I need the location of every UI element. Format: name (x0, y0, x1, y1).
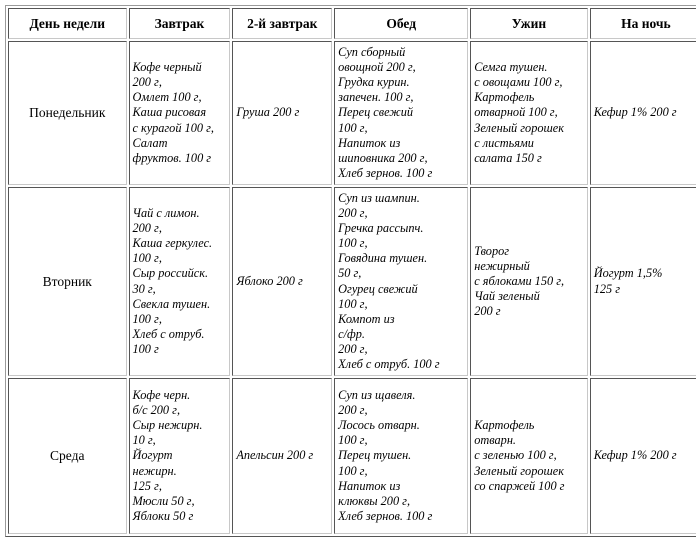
day-cell: Среда (8, 378, 127, 534)
second-breakfast-cell: Яблоко 200 г (232, 187, 332, 376)
dinner-cell: Творог нежирный с яблоками 150 г, Чай зеленый 200 г (470, 187, 587, 376)
breakfast-cell: Кофе черн. б/с 200 г, Сыр нежирн. 10 г, Йогурт нежирн. 125 г, Мюсли 50 г, Яблоки 50 г (129, 378, 231, 534)
lunch-cell: Суп из щавеля. 200 г, Лосось отварн. 100 г, Перец тушен. 100 г, Напиток из клюквы 200 г, Хлеб зернов. 100 г (334, 378, 468, 534)
header-lunch: Обед (334, 8, 468, 39)
second-breakfast-cell: Апельсин 200 г (232, 378, 332, 534)
night-cell: Кефир 1% 200 г (590, 41, 696, 185)
lunch-cell: Суп из шампин. 200 г, Гречка рассыпч. 100 г, Говядина тушен. 50 г, Огурец свежий 100 г, Компот из с/фр. 200 г, Хлеб с отруб. 100 г (334, 187, 468, 376)
dinner-cell: Картофель отварн. с зеленью 100 г, Зеленый горошек со спаржей 100 г (470, 378, 587, 534)
header-second-breakfast: 2-й завтрак (232, 8, 332, 39)
day-cell: Понедельник (8, 41, 127, 185)
header-dinner: Ужин (470, 8, 587, 39)
header-day: День недели (8, 8, 127, 39)
meal-plan-table (5, 5, 696, 537)
night-cell: Кефир 1% 200 г (590, 378, 696, 534)
breakfast-cell: Чай с лимон. 200 г, Каша геркулес. 100 г, Сыр российск. 30 г, Свекла тушен. 100 г, Хлеб с отруб. 100 г (129, 187, 231, 376)
breakfast-cell: Кофе черный 200 г, Омлет 100 г, Каша рисовая с курагой 100 г, Салат фруктов. 100 г (129, 41, 231, 185)
header-breakfast: Завтрак (129, 8, 231, 39)
table-row (8, 378, 696, 534)
night-cell: Йогурт 1,5% 125 г (590, 187, 696, 376)
second-breakfast-cell: Груша 200 г (232, 41, 332, 185)
header-night: На ночь (590, 8, 696, 39)
header-row (8, 8, 696, 39)
table-row (8, 187, 696, 376)
table-row (8, 41, 696, 185)
lunch-cell: Суп сборный овощной 200 г, Грудка курин. запечен. 100 г, Перец свежий 100 г, Напиток из шиповника 200 г, Хлеб зернов. 100 г (334, 41, 468, 185)
day-cell: Вторник (8, 187, 127, 376)
dinner-cell: Семга тушен. с овощами 100 г, Картофель отварной 100 г, Зеленый горошек с листьями салата 150 г (470, 41, 587, 185)
